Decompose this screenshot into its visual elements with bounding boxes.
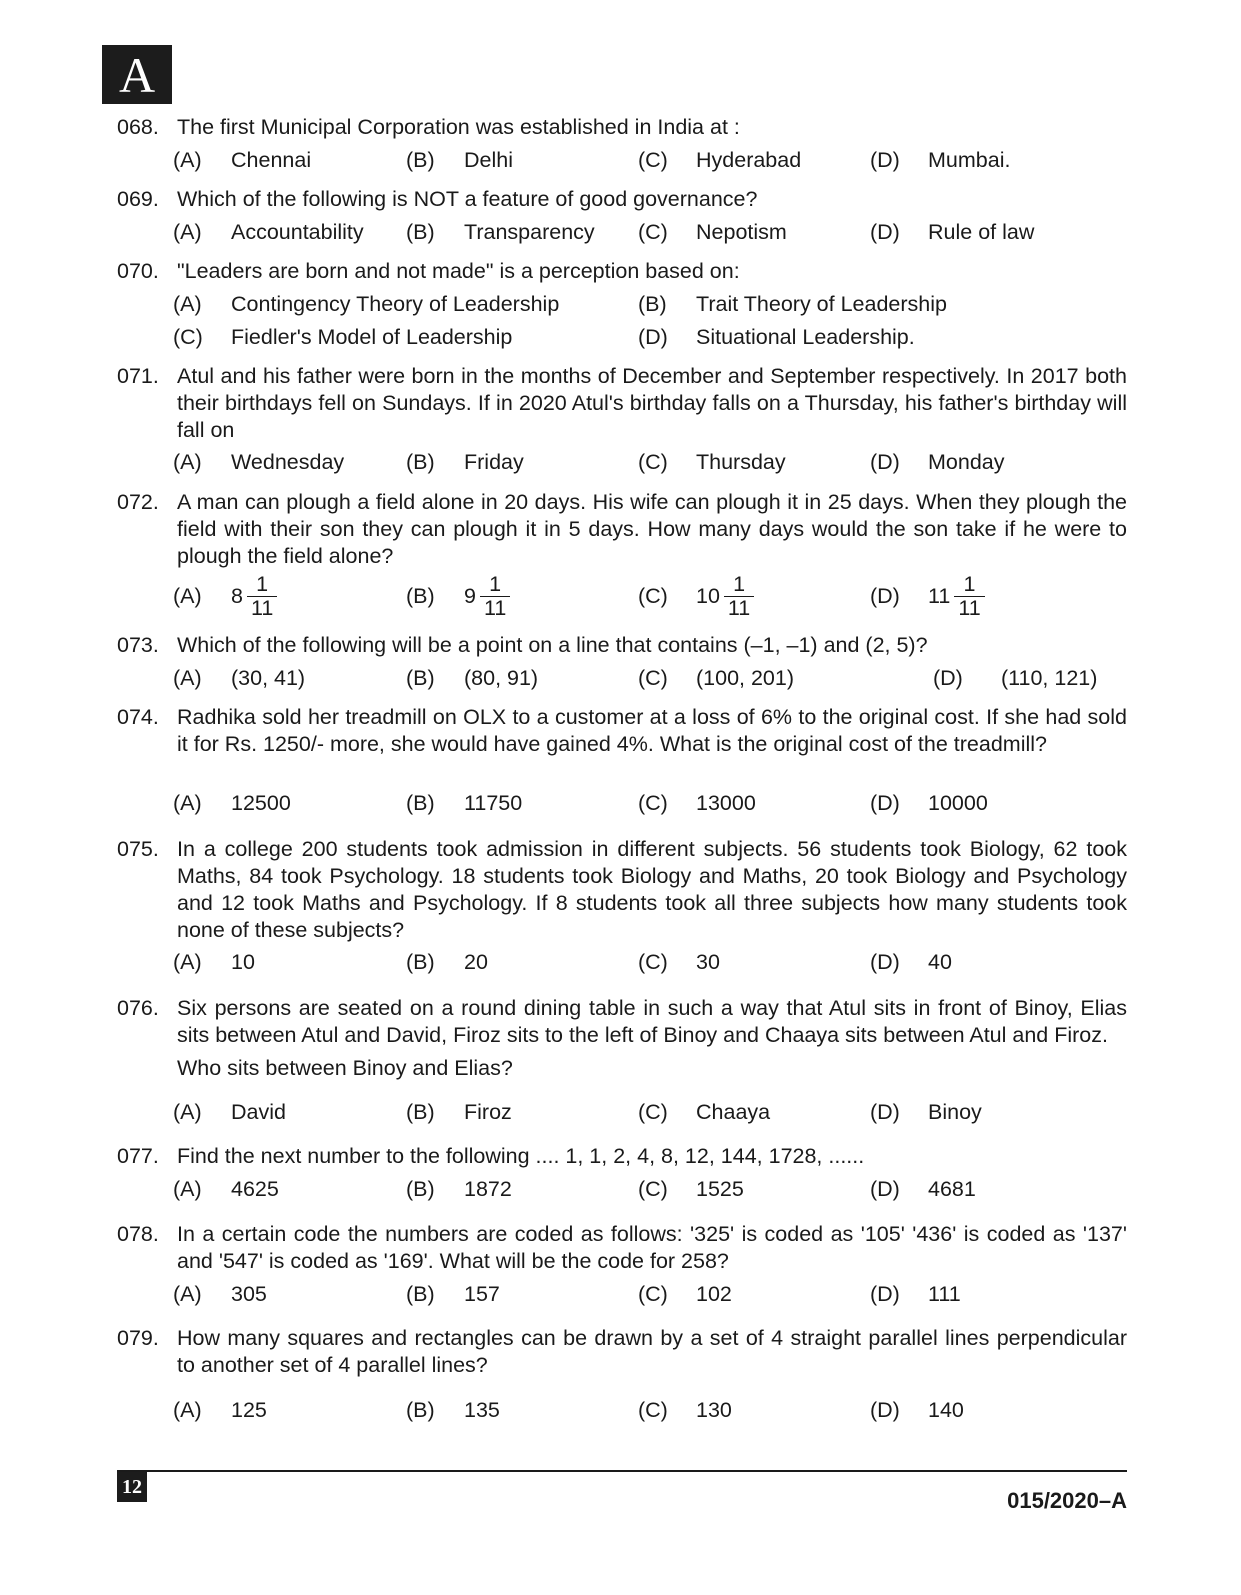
options-row xyxy=(117,291,1127,321)
question-text: Atul and his father were born in the months of December and September respectively. In 2017 both their birthdays fell on Sundays. If in 2020 Atul's birthday falls on a Thursday, his father's birthday will fall on xyxy=(177,364,1127,442)
option-d[interactable]: (D) Rule of law xyxy=(870,220,1035,244)
question-number: 078. xyxy=(117,1222,159,1246)
question-number: 079. xyxy=(117,1326,159,1350)
question-070 xyxy=(117,258,1127,349)
fraction: $\frac{1}{11}$ xyxy=(724,573,754,620)
option-c[interactable]: (C) 102 xyxy=(638,1282,732,1306)
option-b[interactable]: (B) 11750 xyxy=(406,791,523,815)
option-a[interactable]: (A) 10 xyxy=(173,950,255,974)
option-a[interactable]: (A) 4625 xyxy=(173,1177,279,1201)
question-text: A man can plough a field alone in 20 days. His wife can plough it in 25 days. When they plough the field with their son they can plough it in 5 days. How many days would the son take if he were to plough the field alone? xyxy=(177,490,1127,568)
options-row xyxy=(117,1397,1127,1427)
options-row xyxy=(117,324,1127,354)
option-b[interactable]: (B) (80, 91) xyxy=(406,666,539,690)
option-a[interactable]: (A) Wednesday xyxy=(173,450,345,474)
fraction: $\frac{1}{11}$ xyxy=(247,573,277,620)
option-d[interactable]: (D) 4681 xyxy=(870,1177,976,1201)
question-073 xyxy=(117,632,1127,690)
question-number: 074. xyxy=(117,705,159,729)
option-a[interactable]: (A) 125 xyxy=(173,1398,267,1422)
page-number: 12 xyxy=(117,1472,147,1502)
question-number: 072. xyxy=(117,490,159,514)
question-text: The first Municipal Corporation was established in India at : xyxy=(177,115,740,139)
option-b[interactable]: (B) Trait Theory of Leadership xyxy=(638,292,947,316)
question-074 xyxy=(117,704,1127,815)
option-d[interactable]: (D) (110, 121) xyxy=(933,666,1098,690)
question-number: 076. xyxy=(117,996,159,1020)
option-c[interactable]: (C) Chaaya xyxy=(638,1100,771,1124)
options-row xyxy=(117,665,1127,695)
question-text: Which of the following will be a point on a line that contains (–1, –1) and (2, 5)? xyxy=(177,633,928,657)
question-075 xyxy=(117,836,1127,974)
fraction: $\frac{1}{11}$ xyxy=(480,573,510,620)
question-number: 075. xyxy=(117,837,159,861)
option-a[interactable]: (A) Contingency Theory of Leadership xyxy=(173,292,560,316)
option-c[interactable]: (C) 1525 xyxy=(638,1177,744,1201)
fraction: $\frac{1}{11}$ xyxy=(954,573,984,620)
question-number: 068. xyxy=(117,115,159,139)
option-a[interactable]: (A) 12500 xyxy=(173,791,291,815)
option-d[interactable]: (D) Binoy xyxy=(870,1100,982,1124)
option-d[interactable]: (D) 11 $\frac{1}{11}$ xyxy=(870,573,985,620)
option-d[interactable]: (D) 40 xyxy=(870,950,952,974)
option-a[interactable]: (A) 305 xyxy=(173,1282,267,1306)
option-b[interactable]: (B) Transparency xyxy=(406,220,595,244)
option-b[interactable]: (B) Delhi xyxy=(406,148,513,172)
options-row xyxy=(117,1099,1127,1129)
option-c[interactable]: (C) Fiedler's Model of Leadership xyxy=(173,325,513,349)
question-077 xyxy=(117,1143,1127,1201)
option-a[interactable]: (A) (30, 41) xyxy=(173,666,306,690)
question-text: "Leaders are born and not made" is a perception based on: xyxy=(177,259,740,283)
question-text: Six persons are seated on a round dining table in such a way that Atul sits in front of Binoy, Elias sits between Atul and David, Firoz sits to the left of Binoy and Chaaya sits between Atul and Firoz. xyxy=(177,996,1127,1047)
option-b[interactable]: (B) 1872 xyxy=(406,1177,512,1201)
footer-divider xyxy=(117,1470,1127,1472)
options-row xyxy=(117,1281,1127,1311)
option-d[interactable]: (D) Mumbai. xyxy=(870,148,1011,172)
question-079 xyxy=(117,1325,1127,1422)
question-068 xyxy=(117,114,1127,172)
question-071 xyxy=(117,363,1127,474)
option-a[interactable]: (A) David xyxy=(173,1100,286,1124)
option-c[interactable]: (C) Hyderabad xyxy=(638,148,802,172)
question-subtext: Who sits between Binoy and Elias? xyxy=(177,1056,513,1080)
question-text: Radhika sold her treadmill on OLX to a customer at a loss of 6% to the original cost. If she had sold it for Rs. 1250/- more, she would have gained 4%. What is the original cost of the treadmill? xyxy=(177,705,1127,756)
options-row xyxy=(117,573,1127,625)
option-b[interactable]: (B) 135 xyxy=(406,1398,500,1422)
options-row xyxy=(117,219,1127,249)
option-d[interactable]: (D) 111 xyxy=(870,1282,961,1306)
options-row xyxy=(117,790,1127,820)
question-text: In a college 200 students took admission in different subjects. 56 students took Biology, 62 took Maths, 84 took Psychology. 18 students took Biology and Maths, 20 took Biology and Psychology and 12 took Maths and Psychology. If 8 students took all three subjects how many students took none of these subjects? xyxy=(177,837,1127,942)
question-text: Which of the following is NOT a feature of good governance? xyxy=(177,187,758,211)
question-number: 073. xyxy=(117,633,159,657)
option-c[interactable]: (C) 10 $\frac{1}{11}$ xyxy=(638,573,754,620)
option-c[interactable]: (C) 130 xyxy=(638,1398,732,1422)
question-number: 070. xyxy=(117,259,159,283)
question-number: 069. xyxy=(117,187,159,211)
question-set-badge: A xyxy=(102,45,172,104)
option-d[interactable]: (D) Monday xyxy=(870,450,1005,474)
option-b[interactable]: (B) 20 xyxy=(406,950,488,974)
option-c[interactable]: (C) 13000 xyxy=(638,791,756,815)
option-b[interactable]: (B) 157 xyxy=(406,1282,500,1306)
option-a[interactable]: (A) Chennai xyxy=(173,148,312,172)
option-c[interactable]: (C) (100, 201) xyxy=(638,666,795,690)
option-c[interactable]: (C) 30 xyxy=(638,950,720,974)
question-number: 071. xyxy=(117,364,159,388)
option-a[interactable]: (A) 8 $\frac{1}{11}$ xyxy=(173,573,277,620)
options-row xyxy=(117,147,1127,177)
option-d[interactable]: (D) 10000 xyxy=(870,791,988,815)
option-a[interactable]: (A) Accountability xyxy=(173,220,364,244)
question-078 xyxy=(117,1221,1127,1306)
options-row xyxy=(117,449,1127,479)
options-row xyxy=(117,1176,1127,1206)
question-072 xyxy=(117,489,1127,620)
paper-code: 015/2020–A xyxy=(1007,1488,1127,1513)
options-row xyxy=(117,949,1127,979)
option-c[interactable]: (C) Thursday xyxy=(638,450,786,474)
question-number: 077. xyxy=(117,1144,159,1168)
option-b[interactable]: (B) 9 $\frac{1}{11}$ xyxy=(406,573,510,620)
question-076 xyxy=(117,995,1127,1124)
question-069 xyxy=(117,186,1127,244)
question-text: How many squares and rectangles can be drawn by a set of 4 straight parallel lines perpendicular to another set of 4 parallel lines? xyxy=(177,1326,1127,1377)
option-d[interactable]: (D) 140 xyxy=(870,1398,964,1422)
option-c[interactable]: (C) Nepotism xyxy=(638,220,787,244)
option-b[interactable]: (B) Firoz xyxy=(406,1100,512,1124)
question-text: Find the next number to the following .... 1, 1, 2, 4, 8, 12, 144, 1728, ...... xyxy=(177,1144,865,1168)
option-b[interactable]: (B) Friday xyxy=(406,450,524,474)
question-text: In a certain code the numbers are coded as follows: '325' is coded as '105' '436' is coded as '137' and '547' is coded as '169'. What will be the code for 258? xyxy=(177,1222,1127,1273)
option-d[interactable]: (D) Situational Leadership. xyxy=(638,325,915,349)
